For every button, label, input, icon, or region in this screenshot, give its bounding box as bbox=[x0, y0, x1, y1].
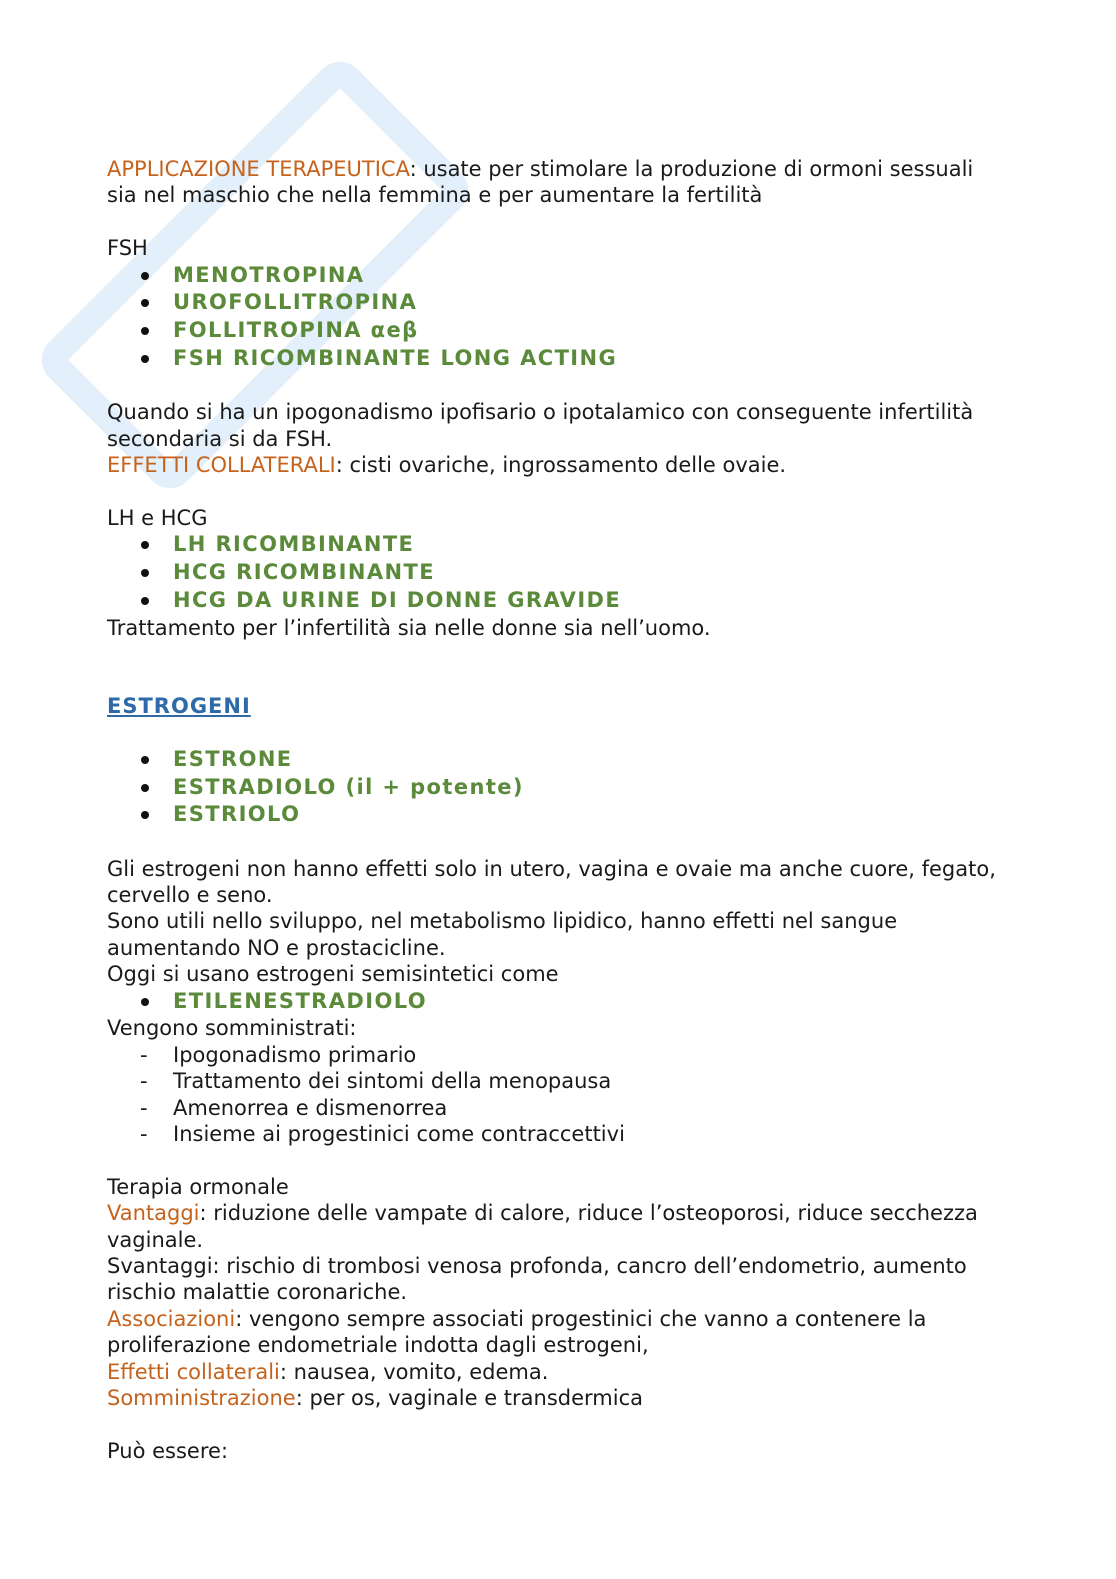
terapia-heading: Terapia ormonale bbox=[107, 1174, 289, 1199]
somministrazione-paragraph: Somministrazione: per os, vaginale e transdermica bbox=[107, 1386, 644, 1411]
side-effects-label: EFFETTI COLLATERALI bbox=[107, 453, 336, 477]
estrogeni-title[interactable]: ESTROGENI bbox=[107, 694, 251, 718]
therapeutic-paragraph bbox=[107, 156, 1007, 209]
svantaggi-paragraph: Svantaggi: rischio di trombosi venosa profonda, cancro dell’endometrio, aumento rischio malattie coronariche. bbox=[107, 1254, 967, 1305]
dash-icon: - bbox=[140, 1042, 148, 1067]
therapeutic-text: : usate per stimolare la produzione di ormoni sessuali sia nel maschio che nella femmina e per aumentare la fertilità bbox=[107, 157, 974, 208]
list-item: ESTRONE bbox=[107, 746, 1007, 774]
list-item: MENOTROPINA bbox=[107, 262, 1007, 290]
bullet-icon bbox=[141, 998, 149, 1006]
estrogeni-paragraph-2: Sono utili nello sviluppo, nel metabolismo lipidico, hanno effetti nel sangue aumentando NO e prostacicline. bbox=[107, 909, 898, 960]
list-item: HCG DA URINE DI DONNE GRAVIDE bbox=[107, 587, 1007, 615]
bullet-icon bbox=[141, 355, 149, 363]
bullet-icon bbox=[141, 327, 149, 335]
list-item: ETILENESTRADIOLO bbox=[107, 988, 1007, 1016]
bullet-icon bbox=[141, 569, 149, 577]
bullet-icon bbox=[141, 541, 149, 549]
dash-icon: - bbox=[140, 1095, 148, 1120]
estrogeni-title-line bbox=[107, 693, 1007, 719]
bullet-icon bbox=[141, 756, 149, 764]
semisintetici-list bbox=[107, 988, 1007, 1016]
fsh-side-effects: EFFETTI COLLATERALI: cisti ovariche, ingrossamento delle ovaie. bbox=[107, 453, 787, 477]
dash-icon: - bbox=[140, 1122, 148, 1147]
list-item: - Trattamento dei sintomi della menopausa bbox=[140, 1069, 612, 1094]
dash-icon: - bbox=[140, 1069, 148, 1094]
associazioni-label: Associazioni bbox=[107, 1306, 236, 1331]
effetti-label: Effetti collaterali bbox=[107, 1359, 280, 1384]
therapeutic-label: APPLICAZIONE TERAPEUTICA bbox=[107, 157, 410, 181]
lh-drug-list bbox=[107, 531, 1007, 614]
fsh-drug-list bbox=[107, 262, 1007, 373]
vantaggi-label: Vantaggi bbox=[107, 1201, 200, 1226]
bullet-icon bbox=[141, 597, 149, 605]
fsh-heading: FSH bbox=[107, 236, 148, 261]
list-item: FOLLITROPINA αeβ bbox=[107, 317, 1007, 345]
list-item: FSH RICOMBINANTE LONG ACTING bbox=[107, 345, 1007, 373]
list-item: UROFOLLITROPINA bbox=[107, 289, 1007, 317]
bullet-icon bbox=[141, 811, 149, 819]
lh-heading: LH e HCG bbox=[107, 505, 208, 530]
estrogeni-drug-list bbox=[107, 746, 1007, 829]
list-item: ESTRIOLO bbox=[107, 801, 1007, 829]
closing-line: Può essere: bbox=[107, 1438, 229, 1463]
admin-heading: Vengono somministrati: bbox=[107, 1016, 357, 1041]
list-item: HCG RICOMBINANTE bbox=[107, 559, 1007, 587]
list-item: - Ipogonadismo primario bbox=[140, 1042, 417, 1067]
associazioni-paragraph: Associazioni: vengono sempre associati progestinici che vanno a contenere la proliferazione endometriale indotta dagli estrogeni, bbox=[107, 1306, 927, 1358]
lh-note: Trattamento per l’infertilità sia nelle donne sia nell’uomo. bbox=[107, 615, 711, 640]
bullet-icon bbox=[141, 784, 149, 792]
list-item: - Amenorrea e dismenorrea bbox=[140, 1095, 448, 1120]
admin-list bbox=[107, 1042, 1007, 1148]
effetti-paragraph: Effetti collaterali: nausea, vomito, edema. bbox=[107, 1359, 549, 1384]
list-item: LH RICOMBINANTE bbox=[107, 531, 1007, 559]
fsh-note: Quando si ha un ipogonadismo ipofisario o ipotalamico con conseguente infertilità secondaria si da FSH. bbox=[107, 400, 974, 451]
list-item: ESTRADIOLO (il + potente) bbox=[107, 774, 1007, 802]
vantaggi-paragraph: Vantaggi: riduzione delle vampate di calore, riduce l’osteoporosi, riduce secchezza vaginale. bbox=[107, 1201, 978, 1252]
bullet-icon bbox=[141, 299, 149, 307]
estrogeni-paragraph-3: Oggi si usano estrogeni semisintetici come bbox=[107, 962, 559, 987]
document-page bbox=[107, 156, 1007, 1464]
list-item: - Insieme ai progestinici come contraccettivi bbox=[140, 1122, 625, 1147]
bullet-icon bbox=[141, 272, 149, 280]
estrogeni-paragraph-1: Gli estrogeni non hanno effetti solo in utero, vagina e ovaie ma anche cuore, fegato, cervello e seno. bbox=[107, 856, 996, 907]
somministrazione-label: Somministrazione bbox=[107, 1386, 296, 1411]
